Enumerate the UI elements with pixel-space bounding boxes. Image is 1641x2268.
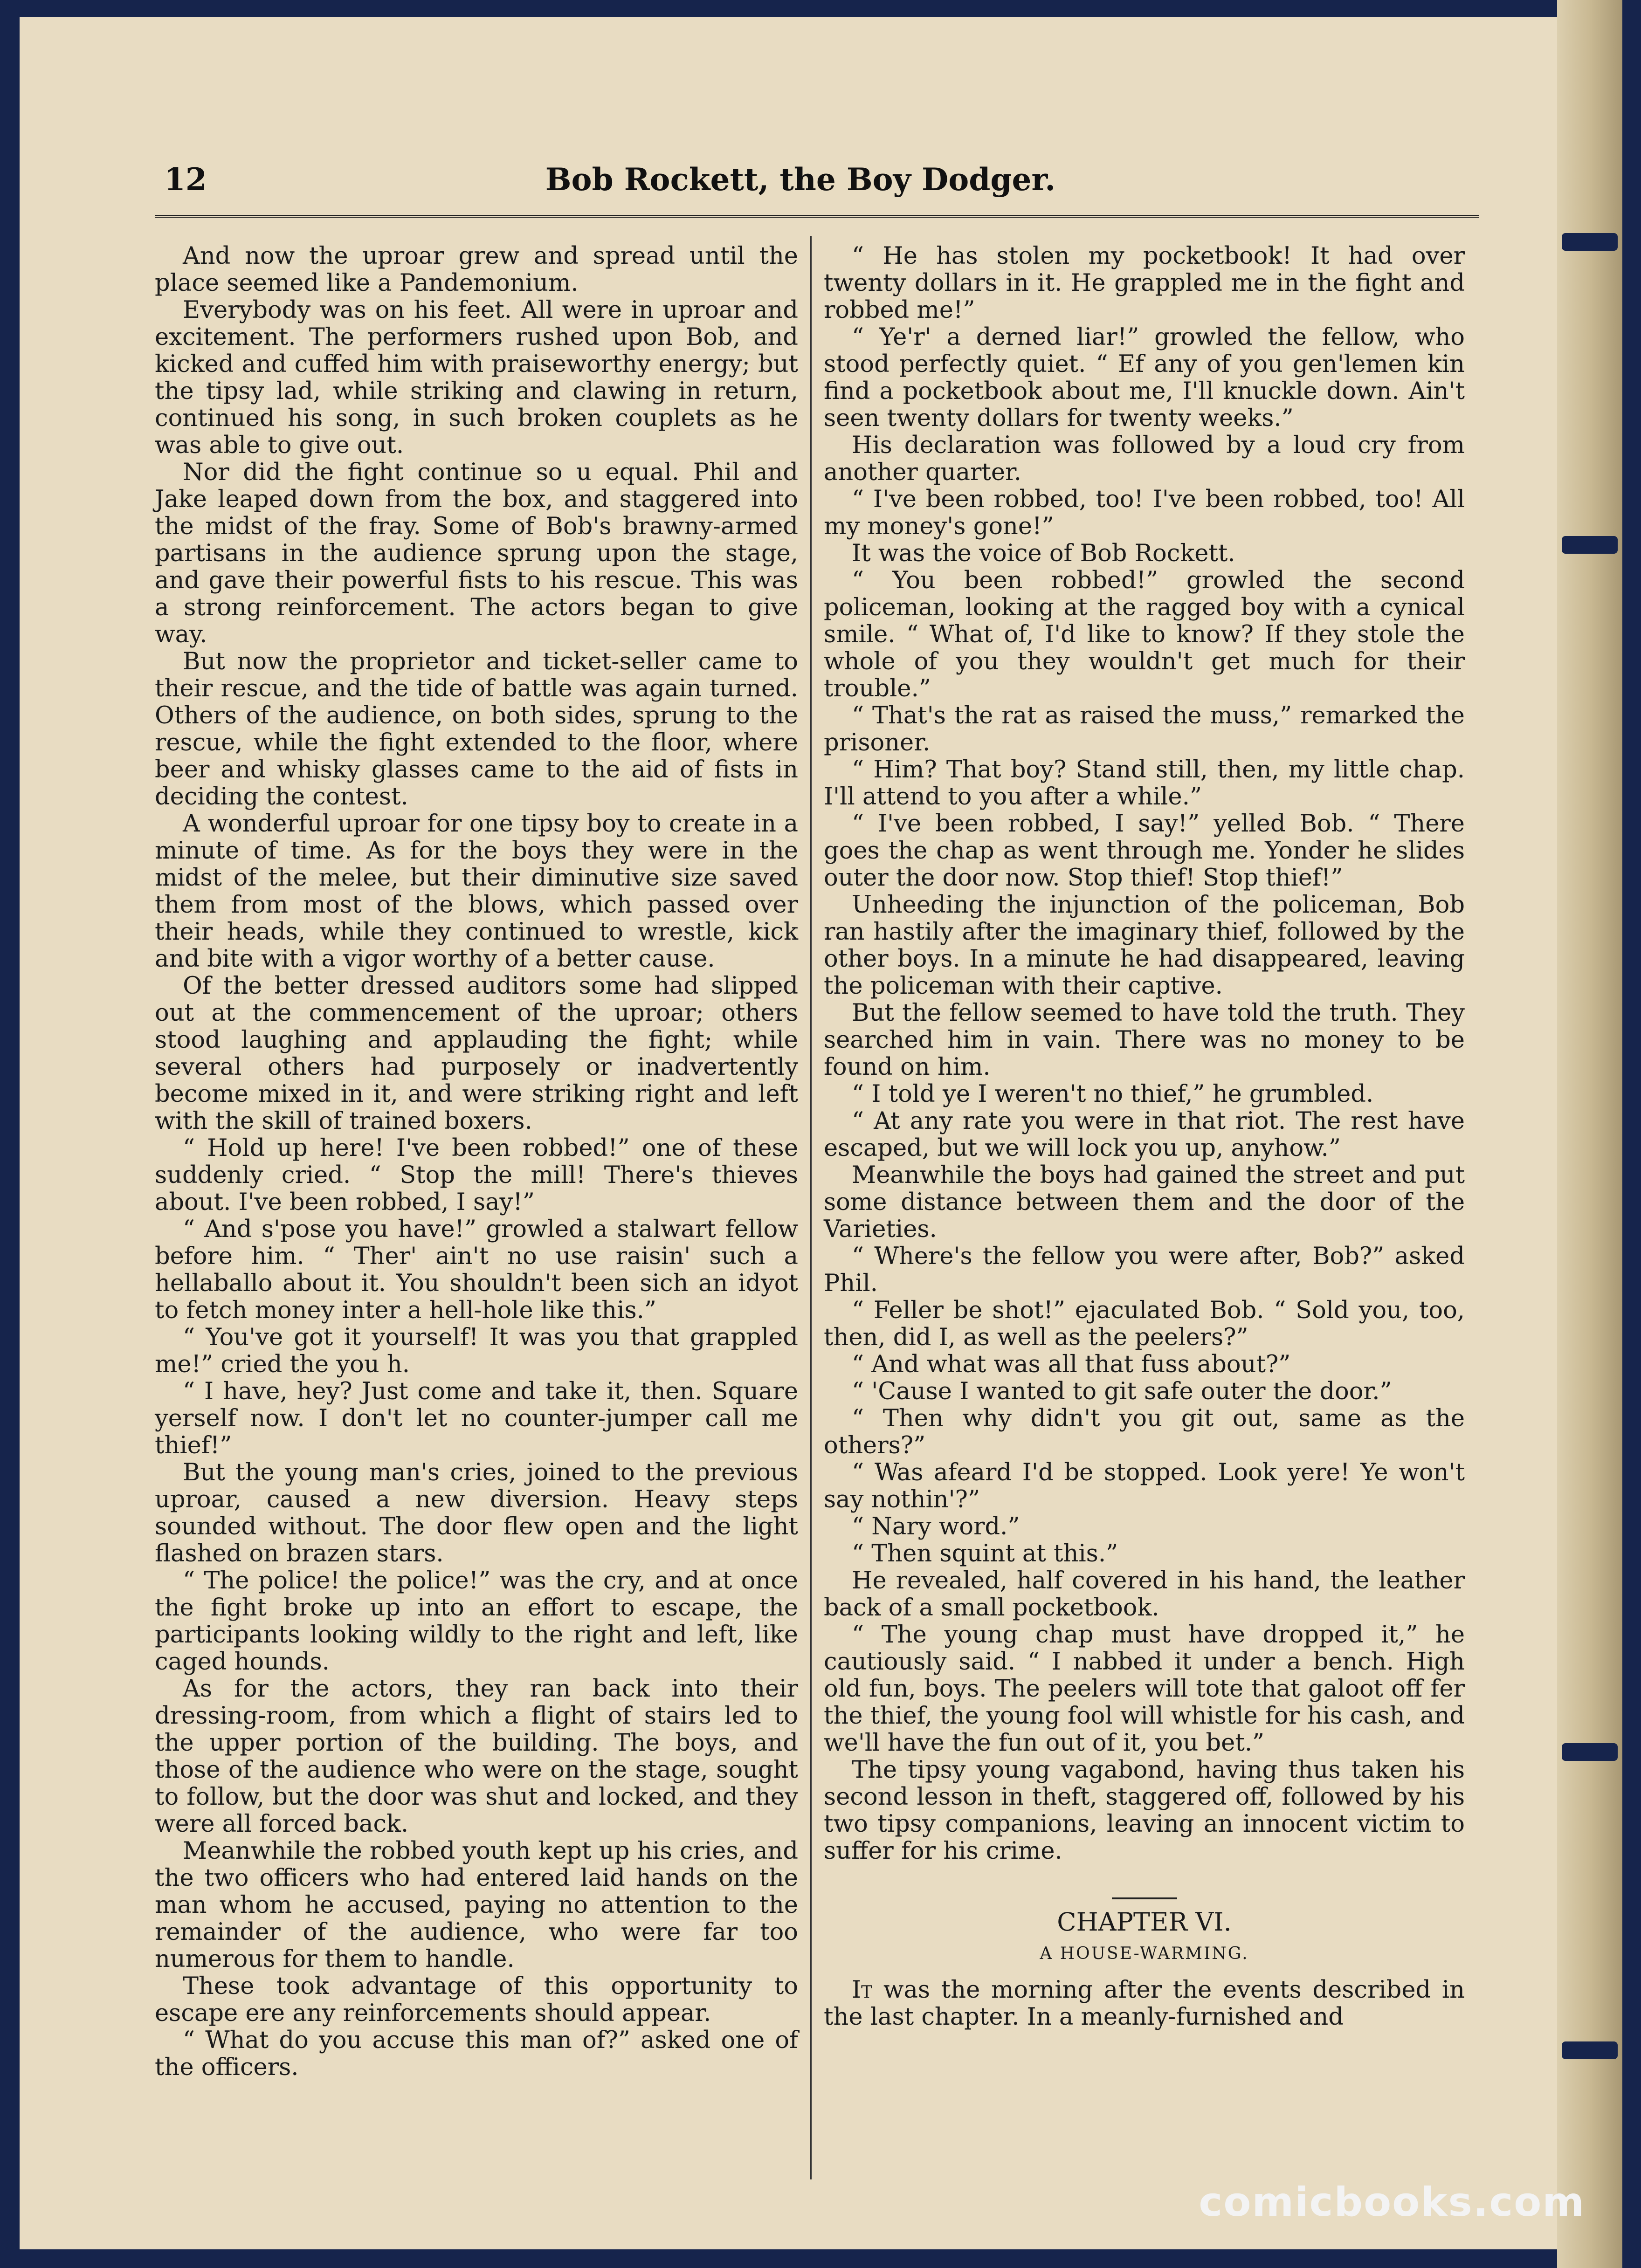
chapter-subtitle: A HOUSE-WARMING. xyxy=(1040,1944,1249,1963)
binding-staple xyxy=(1562,233,1618,251)
paragraph: “ You been robbed!” growled the second policeman, looking at the ragged boy with a cynical smile. “ What of, I'd like to know? If they stole the whole of you they wouldn't get much for their trouble.” xyxy=(824,567,1465,702)
book-page xyxy=(20,17,1595,2249)
paragraph: “ The young chap must have dropped it,” he cautiously said. “ I nabbed it under a bench. High old fun, boys. The peelers will tote that galoot off fer the thief, the young fool will whistle for his cash, and we'll have the fun out of it, you bet.” xyxy=(824,1621,1465,1757)
paragraph: These took advantage of this opportunity to escape ere any reinforcements should appear. xyxy=(155,1972,798,2027)
paragraph: “ That's the rat as raised the muss,” remarked the prisoner. xyxy=(824,702,1465,756)
chapter-opening-text: was the morning after the events described in the last chapter. In a meanly-furnished and xyxy=(824,1976,1465,2031)
paragraph: “ Then why didn't you git out, same as the others?” xyxy=(824,1405,1465,1459)
paragraph: But now the proprietor and ticket-seller came to their rescue, and the tide of battle was again turned. Others of the audience, on both sides, sprung to the rescue, while the fight extended to the floor, where beer and whisky glasses came to the aid of fists in deciding the contest. xyxy=(155,648,798,811)
paragraph: Meanwhile the robbed youth kept up his cries, and the two officers who had entered laid hands on the man whom he accused, paying no attention to the remainder of the audience, who were far too numerous for them to handle. xyxy=(155,1837,798,1973)
paragraph: A wonderful uproar for one tipsy boy to create in a minute of time. As for the boys they were in the midst of the melee, but their diminutive size saved them from most of the blows, which passed over their heads, while they continued to wrestle, kick and bite with a vigor worthy of a better cause. xyxy=(155,810,798,973)
paragraph: “ Where's the fellow you were after, Bob?” asked Phil. xyxy=(824,1243,1465,1297)
paragraph: “ You've got it yourself! It was you that grappled me!” cried the you h. xyxy=(155,1324,798,1378)
paragraph: “ I've been robbed, too! I've been robbed, too! All my money's gone!” xyxy=(824,486,1465,540)
paragraph: The tipsy young vagabond, having thus taken his second lesson in theft, staggered off, followed by his two tipsy companions, leaving an innocent victim to suffer for his crime. xyxy=(824,1756,1465,1865)
paragraph: “ Ye'r' a derned liar!” growled the fellow, who stood perfectly quiet. “ Ef any of you gen'lemen kin find a pocketbook about me, I'll knuckle down. Ain't seen twenty dollars for twenty weeks.” xyxy=(824,323,1465,432)
paragraph: “ Was afeard I'd be stopped. Look yere! Ye won't say nothin'?” xyxy=(824,1459,1465,1513)
chapter-opening xyxy=(824,1977,1465,2031)
paragraph: “ Then squint at this.” xyxy=(852,1540,1118,1567)
paragraph: As for the actors, they ran back into their dressing-room, from which a flight of stairs led to the upper portion of the building. The boys, and those of the audience who were on the stage, sought to follow, but the door was shut and locked, and they were all forced back. xyxy=(155,1675,798,1838)
paragraph: “ I told ye I weren't no thief,” he grumbled. xyxy=(852,1080,1374,1108)
binding-staple xyxy=(1562,1743,1618,1761)
paragraph: Unheeding the injunction of the policeman, Bob ran hastily after the imaginary thief, followed by the other boys. In a minute he had disappeared, leaving the policeman with their captive. xyxy=(824,891,1465,1000)
paragraph: But the fellow seemed to have told the truth. They searched him in vain. There was no money to be found on him. xyxy=(824,999,1465,1081)
paragraph: “ Hold up here! I've been robbed!” one of these suddenly cried. “ Stop the mill! There's thieves about. I've been robbed, I say!” xyxy=(155,1134,798,1216)
chapter-title: CHAPTER VI. xyxy=(1057,1907,1232,1937)
paragraph: “ Nary word.” xyxy=(852,1513,1020,1540)
paragraph: But the young man's cries, joined to the previous uproar, caused a new diversion. Heavy steps sounded without. The door flew open and the light flashed on brazen stars. xyxy=(155,1459,798,1567)
page-number: 12 xyxy=(164,161,207,198)
paragraph: “ I have, hey? Just come and take it, then. Square yerself now. I don't let no counter-jumper call me thief!” xyxy=(155,1378,798,1459)
binding-staple xyxy=(1562,2041,1618,2059)
paragraph: “ I've been robbed, I say!” yelled Bob. “ There goes the chap as went through me. Yonder he slides outer the door now. Stop thief! Stop thief!” xyxy=(824,810,1465,892)
paragraph: Everybody was on his feet. All were in uproar and excitement. The performers rushed upon Bob, and kicked and cuffed him with praiseworthy energy; but the tipsy lad, while striking and clawing in return, continued his song, in such broken couplets as he was able to give out. xyxy=(155,296,798,459)
paragraph: “ The police! the police!” was the cry, and at once the fight broke up into an effort to escape, the participants looking wildly to the right and left, like caged hounds. xyxy=(155,1567,798,1676)
column-divider xyxy=(810,236,812,2179)
paragraph: “ At any rate you were in that riot. The rest have escaped, but we will lock you up, anyhow.” xyxy=(824,1107,1465,1162)
chapter-lead-word: It xyxy=(852,1976,873,2004)
watermark: comicbooks.com xyxy=(1199,2179,1585,2226)
paragraph: He revealed, half covered in his hand, the leather back of a small pocketbook. xyxy=(824,1567,1465,1622)
chapter-rule xyxy=(1112,1897,1177,1899)
paragraph: Meanwhile the boys had gained the street and put some distance between them and the door of the Varieties. xyxy=(824,1161,1465,1243)
paragraph: It was the voice of Bob Rockett. xyxy=(852,540,1235,567)
page-header xyxy=(136,157,1465,217)
paragraph: “ He has stolen my pocketbook! It had over twenty dollars in it. He grappled me in the fight and robbed me!” xyxy=(824,242,1465,324)
running-title: Bob Rockett, the Boy Dodger. xyxy=(545,161,1056,198)
paragraph: “ What do you accuse this man of?” asked one of the officers. xyxy=(155,2027,798,2081)
paragraph: His declaration was followed by a loud cry from another quarter. xyxy=(824,432,1465,486)
paragraph: “ 'Cause I wanted to git safe outer the door.” xyxy=(852,1378,1392,1405)
binding-staple xyxy=(1562,536,1618,554)
paragraph: Of the better dressed auditors some had slipped out at the commencement of the uproar; others stood laughing and applauding the fight; while several others had purposely or inadvertently become mixed in it, and were striking right and left with the skill of trained boxers. xyxy=(155,972,798,1135)
paragraph: Nor did the fight continue so u equal. Phil and Jake leaped down from the box, and staggered into the midst of the fray. Some of Bob's brawny-armed partisans in the audience sprung upon the stage, and gave their powerful fists to his rescue. This was a strong reinforcement. The actors began to give way. xyxy=(155,459,798,648)
paragraph: And now the uproar grew and spread until the place seemed like a Pandemonium. xyxy=(155,242,798,297)
paragraph: “ Feller be shot!” ejaculated Bob. “ Sold you, too, then, did I, as well as the peelers?” xyxy=(824,1297,1465,1351)
left-column xyxy=(155,243,798,2081)
paragraph: “ And what was all that fuss about?” xyxy=(852,1351,1291,1378)
right-column xyxy=(824,243,1465,2031)
header-rule xyxy=(155,215,1479,218)
page-edge xyxy=(1557,0,1622,2268)
paragraph: “ Him? That boy? Stand still, then, my little chap. I'll attend to you after a while.” xyxy=(824,756,1465,811)
paragraph: “ And s'pose you have!” growled a stalwart fellow before him. “ Ther' ain't no use raisin' such a hellaballo about it. You shouldn't been sich an idyot to fetch money inter a hell-hole like this.” xyxy=(155,1216,798,1324)
